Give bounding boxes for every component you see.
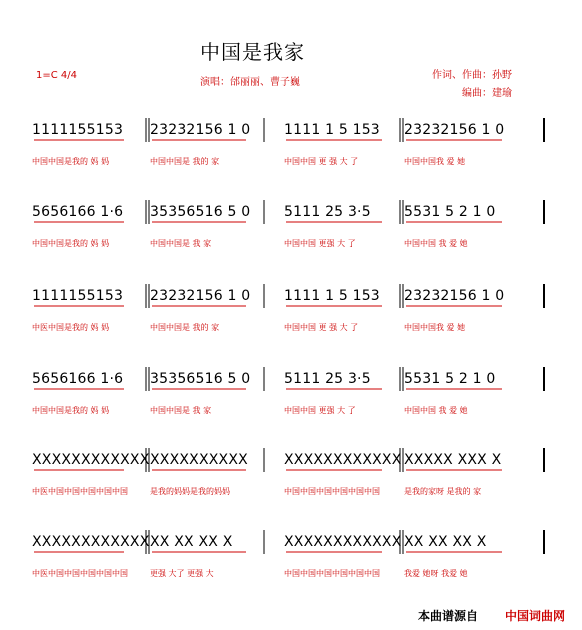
lyric-segment: 中国中国是 我 家 <box>150 406 212 415</box>
lyricist-credit: 作词、作曲：孙野 <box>432 70 512 81</box>
measure: 5531 5 2 1 0 <box>404 204 496 220</box>
lyric-segment: 中国中国 更强 大 了 <box>284 239 356 248</box>
measure: XXXXXXXXXXXX <box>32 534 150 550</box>
measure: XXXXXXXXXXXX <box>284 452 402 468</box>
measure: XXXXXXXXXXXX <box>284 534 402 550</box>
measure: 35356516 5 0 <box>150 204 251 220</box>
lyric-segment: 中医中国中国中国中国中国 <box>32 569 128 578</box>
lyric-segment: 中国中国是 我 家 <box>150 239 212 248</box>
staff-line-5 <box>32 448 552 504</box>
measure: XX XX XX X <box>150 534 233 550</box>
measure: 1111 1 5 153 <box>284 122 380 138</box>
staff-line-3 <box>32 284 552 340</box>
lyric-segment: 是我的妈妈是我的妈妈 <box>150 487 230 496</box>
staff-line-4 <box>32 367 552 423</box>
singers-credit: 演唱：邰丽丽、曹子巍 <box>200 77 300 88</box>
lyric-segment: 中国中国 更 强 大 了 <box>284 157 359 166</box>
staff-line-6 <box>32 530 552 586</box>
measure: 1111155153 <box>32 288 124 304</box>
lyric-segment: 中国中国 我 爱 她 <box>404 239 468 248</box>
lyric-segment: 中国中国中国中国中国中国 <box>284 487 380 496</box>
measure: XXXXX XXX X <box>404 452 502 468</box>
lyric-segment: 中国中国我 爱 她 <box>404 323 466 332</box>
lyric-segment: 中国中国是 我的 家 <box>150 157 220 166</box>
measure: 5111 25 3·5 <box>284 371 371 387</box>
measure: 1111 1 5 153 <box>284 288 380 304</box>
measure: 23232156 1 0 <box>404 288 505 304</box>
lyric-segment: 中医中国中国中国中国中国 <box>32 487 128 496</box>
staff-line-1 <box>32 118 552 174</box>
lyric-segment: 中国中国 我 爱 她 <box>404 406 468 415</box>
measure: 23232156 1 0 <box>150 122 251 138</box>
arranger-credit: 编曲：建瑜 <box>462 88 512 99</box>
measure: XX XX XX X <box>404 534 487 550</box>
lyric-segment: 中国中国 更强 大 了 <box>284 406 356 415</box>
measure: XXXXXXXXXX <box>150 452 248 468</box>
measure: 1111155153 <box>32 122 124 138</box>
measure: 5656166 1·6 <box>32 371 124 387</box>
lyric-segment: 中国中国我 爱 她 <box>404 157 466 166</box>
key-signature: 1=C 4/4 <box>36 70 77 81</box>
lyric-segment: 中国中国是 我的 家 <box>150 323 220 332</box>
staff-line-2 <box>32 200 552 256</box>
source-label: 本曲谱源自 <box>418 609 479 623</box>
lyric-segment: 我爱 她呀 我爱 她 <box>404 569 468 578</box>
song-title: 中国是我家 <box>200 40 305 64</box>
lyric-segment: 中国中国是我的 妈 妈 <box>32 239 110 248</box>
measure: 5531 5 2 1 0 <box>404 371 496 387</box>
measure: 5656166 1·6 <box>32 204 124 220</box>
lyric-segment: 中国中国是我的 妈 妈 <box>32 406 110 415</box>
measure: XXXXXXXXXXXX <box>32 452 150 468</box>
measure: 23232156 1 0 <box>150 288 251 304</box>
lyric-segment: 中国中国 更 强 大 了 <box>284 323 359 332</box>
measure: 5111 25 3·5 <box>284 204 371 220</box>
lyric-segment: 中国中国中国中国中国中国 <box>284 569 380 578</box>
measure: 35356516 5 0 <box>150 371 251 387</box>
lyric-segment: 中国中国是我的 妈 妈 <box>32 157 110 166</box>
lyric-segment: 中医中国是我的 妈 妈 <box>32 323 110 332</box>
lyric-segment: 更强 大了 更强 大 <box>150 569 214 578</box>
lyric-segment: 是我的家呀 是我的 家 <box>404 487 482 496</box>
site-name[interactable]: 中国词曲网 <box>505 609 566 623</box>
measure: 23232156 1 0 <box>404 122 505 138</box>
